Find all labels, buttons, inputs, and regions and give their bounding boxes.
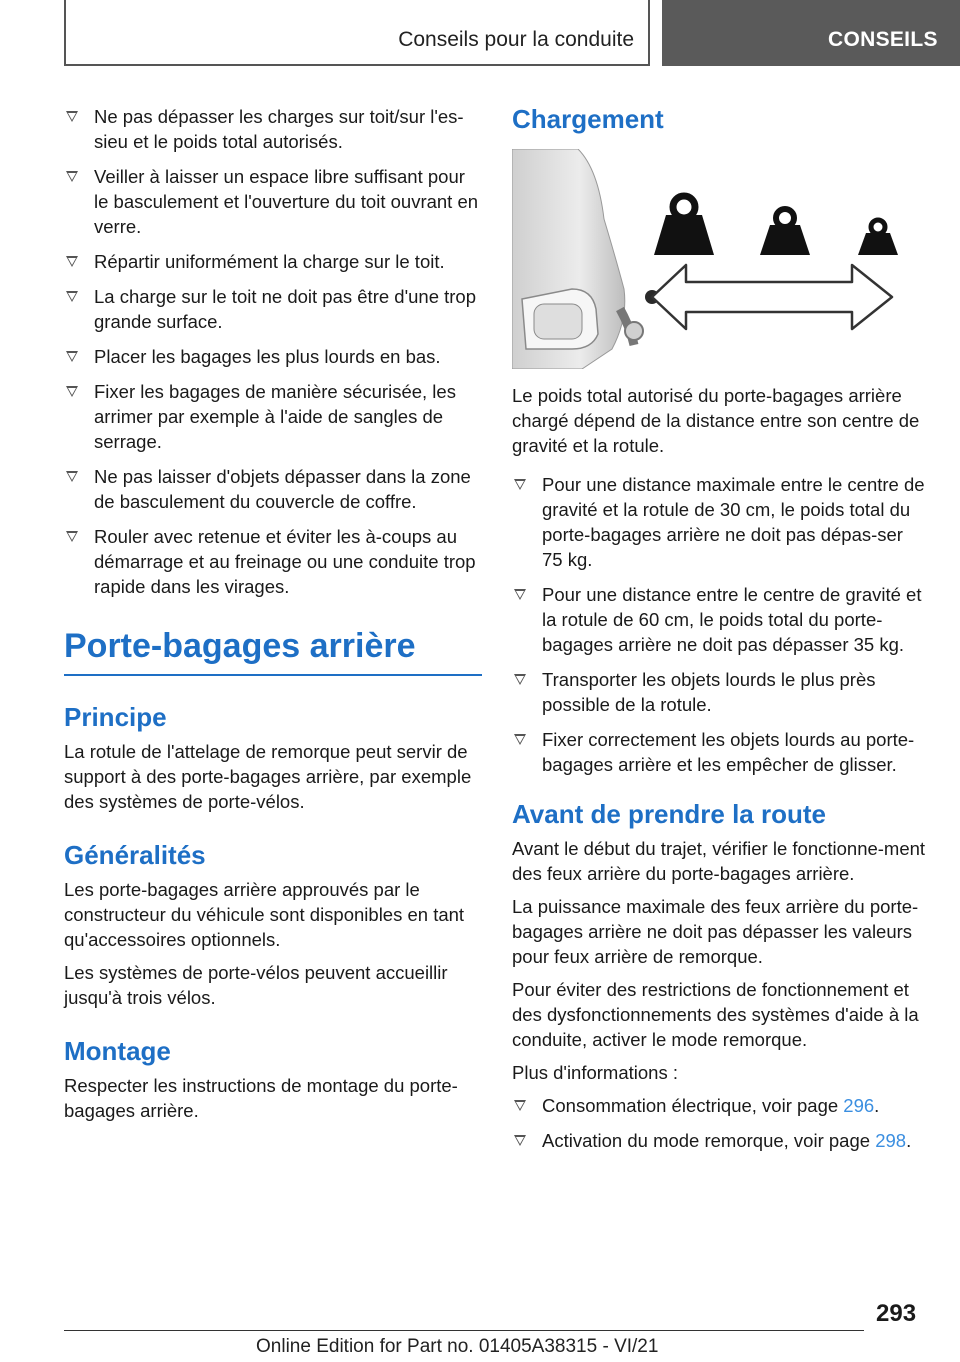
list-item: Fixer correctement les objets lourds au porte-bagages arrière et les empêcher de glisser. [512, 727, 926, 777]
avant-route-text-3: Pour éviter des restrictions de fonctionnement et des dysfonctionnements des systèmes d'aide à la conduite, activer le mode remorque. [512, 979, 919, 1050]
avant-route-text-4: Plus d'informations : [512, 1062, 678, 1083]
header-chapter-label: CONSEILS [828, 28, 938, 51]
list-item: Ne pas laisser d'objets dépasser dans la zone de basculement du couvercle de coffre. [64, 464, 482, 514]
list-item: Placer les bagages les plus lourds en bas. [64, 344, 482, 369]
header-section-tab [64, 0, 650, 66]
page-link-296[interactable]: 296 [843, 1095, 875, 1116]
generalites-text-1: Les porte-bagages arrière approuvés par le constructeur du véhicule sont disponibles en tant qu'accessoires optionnels. [64, 879, 465, 950]
list-item: Fixer les bagages de manière sécurisée, les arrimer par exemple à l'aide de sangles de serrage. [64, 379, 482, 454]
heading-avant-route: Avant de prendre la route [512, 799, 826, 829]
header-section-label: Conseils pour la conduite [398, 28, 634, 51]
list-item: Pour une distance maximale entre le centre de gravité et la rotule de 30 cm, le poids total du porte-bagages arrière ne doit pas dépas‐ser 75 kg. [512, 472, 926, 572]
list-item: Consommation électrique, voir page 296. [512, 1093, 926, 1118]
triangle-bullet-icon [514, 1135, 526, 1146]
triangle-bullet-icon [66, 256, 78, 267]
triangle-bullet-icon [66, 171, 78, 182]
list-item: Activation du mode remorque, voir page 298. [512, 1128, 926, 1153]
heading-principe: Principe [64, 702, 167, 732]
montage-text: Respecter les instructions de montage du porte‐bagages arrière. [64, 1075, 458, 1121]
heading-generalites: Généralités [64, 840, 206, 870]
heading-montage: Montage [64, 1036, 171, 1066]
list-item: Pour une distance entre le centre de gravité et la rotule de 60 cm, le poids total du porte-bagages arrière ne doit pas dépasser 35 kg. [512, 582, 926, 657]
chargement-bullets [512, 472, 926, 777]
right-column [512, 104, 926, 1163]
triangle-bullet-icon [514, 674, 526, 685]
tow-hitch-load-weights-illustration [512, 149, 926, 369]
section-title-porte-bagages: Porte-bagages arrière [64, 627, 482, 676]
triangle-bullet-icon [66, 471, 78, 482]
triangle-bullet-icon [514, 589, 526, 600]
page-link-298[interactable]: 298 [875, 1130, 907, 1151]
triangle-bullet-icon [66, 351, 78, 362]
list-item: Ne pas dépasser les charges sur toit/sur l'es‐sieu et le poids total autorisés. [64, 104, 482, 154]
footer-divider [64, 1330, 864, 1331]
generalites-text-2: Les systèmes de porte-vélos peuvent accueillir jusqu'à trois vélos. [64, 962, 448, 1008]
chargement-intro: Le poids total autorisé du porte-bagages arrière chargé dépend de la distance entre son centre de gravité et la rotule. [512, 385, 920, 456]
triangle-bullet-icon [514, 479, 526, 490]
triangle-bullet-icon [514, 1100, 526, 1111]
triangle-bullet-icon [514, 734, 526, 745]
reference-bullets [512, 1093, 926, 1153]
list-item: La charge sur le toit ne doit pas être d'une trop grande surface. [64, 284, 482, 334]
principe-text: La rotule de l'attelage de remorque peut servir de support à des porte-bagages arrière, par exemple des systèmes de porte-vélos. [64, 741, 472, 812]
left-column [64, 104, 482, 1131]
avant-route-text-1: Avant le début du trajet, vérifier le fonctionne‐ment des feux arrière du porte-bagages arrière. [512, 838, 926, 884]
page-number: 293 [876, 1300, 917, 1327]
roof-load-bullets [64, 104, 482, 599]
triangle-bullet-icon [66, 111, 78, 122]
list-item: Rouler avec retenue et éviter les à-coups au démarrage et au freinage ou une conduite trop rapide dans les virages. [64, 524, 482, 599]
list-item: Répartir uniformément la charge sur le toit. [64, 249, 482, 274]
header-chapter-tab [662, 0, 960, 66]
tow-hitch-illustration-svg [512, 149, 926, 369]
list-item: Veiller à laisser un espace libre suffisant pour le basculement et l'ouverture du toit ouvrant en verre. [64, 164, 482, 239]
triangle-bullet-icon [66, 386, 78, 397]
triangle-bullet-icon [66, 531, 78, 542]
heading-chargement: Chargement [512, 104, 664, 134]
footer-edition: Online Edition for Part no. 01405A38315 - VI/21 [256, 1336, 659, 1357]
list-item: Transporter les objets lourds le plus près possible de la rotule. [512, 667, 926, 717]
triangle-bullet-icon [66, 291, 78, 302]
avant-route-text-2: La puissance maximale des feux arrière du porte-bagages arrière ne doit pas dépasser les valeurs pour feux arrière de remorque. [512, 896, 919, 967]
